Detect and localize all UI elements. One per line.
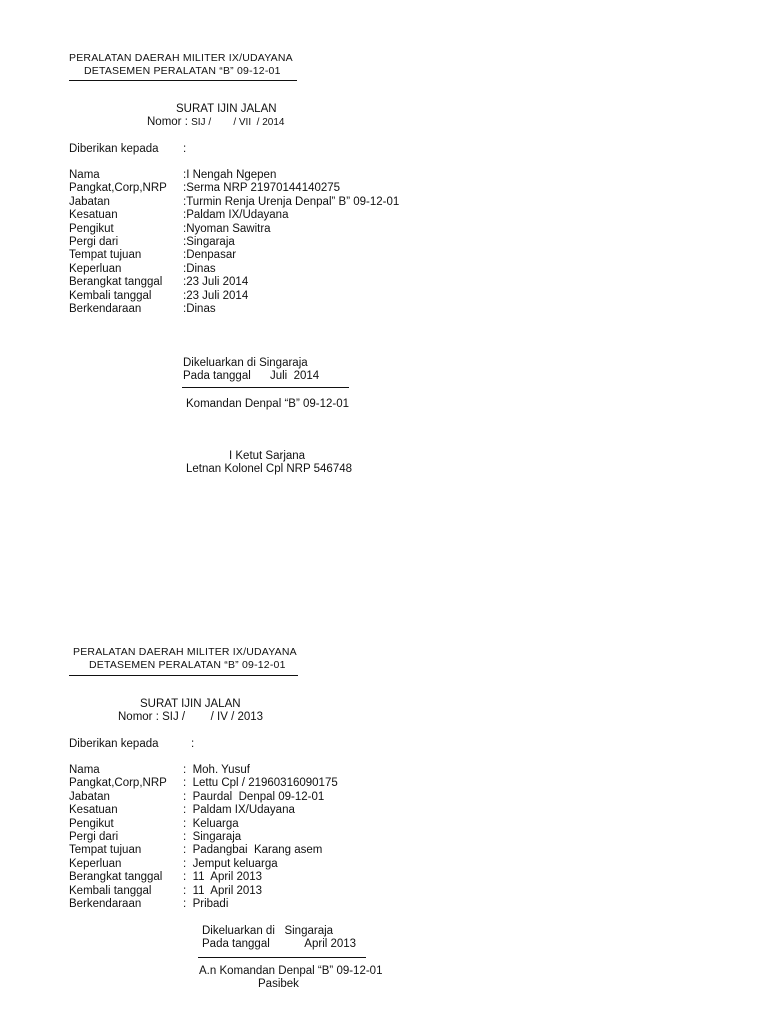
field-value: : Padangbai Karang asem — [183, 844, 323, 857]
letter-number — [147, 116, 284, 129]
office-title: Pasibek — [258, 978, 299, 990]
field-label: Kesatuan — [69, 804, 118, 817]
field-label: Pergi dari — [69, 831, 119, 843]
field-value: : Paldam IX/Udayana — [183, 804, 295, 817]
field-value: :Dinas — [183, 303, 216, 315]
given-to-colon: : — [183, 143, 187, 155]
issued-at: Dikeluarkan di Singaraja — [202, 925, 334, 937]
field-value: : Moh. Yusuf — [183, 764, 250, 776]
issued-at: Dikeluarkan di Singaraja — [183, 357, 308, 369]
field-label: Berkendaraan — [69, 303, 142, 315]
field-value: :Paldam IX/Udayana — [183, 209, 289, 222]
field-value: : Pribadi — [183, 898, 229, 910]
field-label: Kesatuan — [69, 209, 118, 222]
signer-name: I Ketut Sarjana — [229, 450, 306, 462]
signature-divider — [198, 957, 366, 958]
field-value: :23 Juli 2014 — [183, 289, 249, 302]
field-value: : Keluarga — [183, 817, 239, 830]
field-value: : 11 April 2013 — [183, 871, 263, 884]
header-divider — [69, 675, 298, 676]
field-value: : Paurdal Denpal 09-12-01 — [183, 790, 325, 803]
issued-date: Pada tanggal Juli 2014 — [183, 370, 320, 382]
header-line-2: DETASEMEN PERALATAN “B” 09-12-01 — [84, 65, 281, 77]
field-label: Keperluan — [69, 857, 122, 870]
signature-divider — [182, 387, 349, 388]
nomor-label: Nomor : — [147, 116, 192, 128]
field-label: Berangkat tanggal — [69, 871, 163, 884]
field-label: Pengikut — [69, 222, 114, 235]
field-value: :Turmin Renja Urenja Denpal” B” 09-12-01 — [183, 195, 400, 208]
field-value: :Serma NRP 21970144140275 — [183, 182, 341, 195]
field-label: Jabatan — [69, 790, 110, 803]
field-value: :I Nengah Ngepen — [183, 169, 277, 181]
field-label: Kembali tanggal — [69, 289, 152, 302]
field-value: : Jemput keluarga — [183, 857, 278, 870]
field-label: Nama — [69, 764, 100, 776]
field-value: :Singaraja — [183, 236, 235, 248]
field-label: Pergi dari — [69, 236, 119, 248]
field-label: Pangkat,Corp,NRP — [69, 777, 167, 790]
issued-date: Pada tanggal April 2013 — [202, 938, 357, 950]
field-label: Berkendaraan — [69, 898, 142, 910]
field-label: Jabatan — [69, 195, 110, 208]
field-value: : Lettu Cpl / 21960316090175 — [183, 777, 338, 790]
field-value: : Singaraja — [183, 831, 242, 843]
header-line-1: PERALATAN DAERAH MILITER IX/UDAYANA — [73, 646, 297, 658]
field-label: Kembali tanggal — [69, 884, 152, 897]
header-divider — [69, 80, 297, 81]
signer-rank: Letnan Kolonel Cpl NRP 546748 — [186, 463, 353, 475]
field-label: Nama — [69, 169, 100, 181]
field-value: :Nyoman Sawitra — [183, 222, 271, 235]
field-value: :Dinas — [183, 262, 216, 275]
nomor-value: SIJ / / VII / 2014 — [191, 117, 285, 128]
field-label: Keperluan — [69, 262, 122, 275]
field-label: Tempat tujuan — [69, 844, 142, 857]
commander-title: A.n Komandan Denpal “B” 09-12-01 — [199, 965, 383, 977]
field-label: Tempat tujuan — [69, 249, 142, 262]
letter-number: Nomor : SIJ / / IV / 2013 — [118, 711, 264, 723]
field-label: Pengikut — [69, 817, 114, 830]
field-value: : 11 April 2013 — [183, 884, 263, 897]
commander-title: Komandan Denpal “B” 09-12-01 — [186, 398, 350, 410]
letter-title: SURAT IJIN JALAN — [176, 103, 277, 115]
field-value: :23 Juli 2014 — [183, 276, 249, 289]
given-to-label: Diberikan kepada — [69, 738, 159, 750]
header-line-1: PERALATAN DAERAH MILITER IX/UDAYANA — [69, 52, 293, 64]
field-label: Pangkat,Corp,NRP — [69, 182, 167, 195]
header-line-2: DETASEMEN PERALATAN “B” 09-12-01 — [89, 659, 286, 671]
field-value: :Denpasar — [183, 249, 237, 262]
given-to-label: Diberikan kepada — [69, 143, 159, 155]
letter-title: SURAT IJIN JALAN — [140, 698, 241, 710]
given-to-colon: : — [191, 738, 195, 750]
field-label: Berangkat tanggal — [69, 276, 163, 289]
